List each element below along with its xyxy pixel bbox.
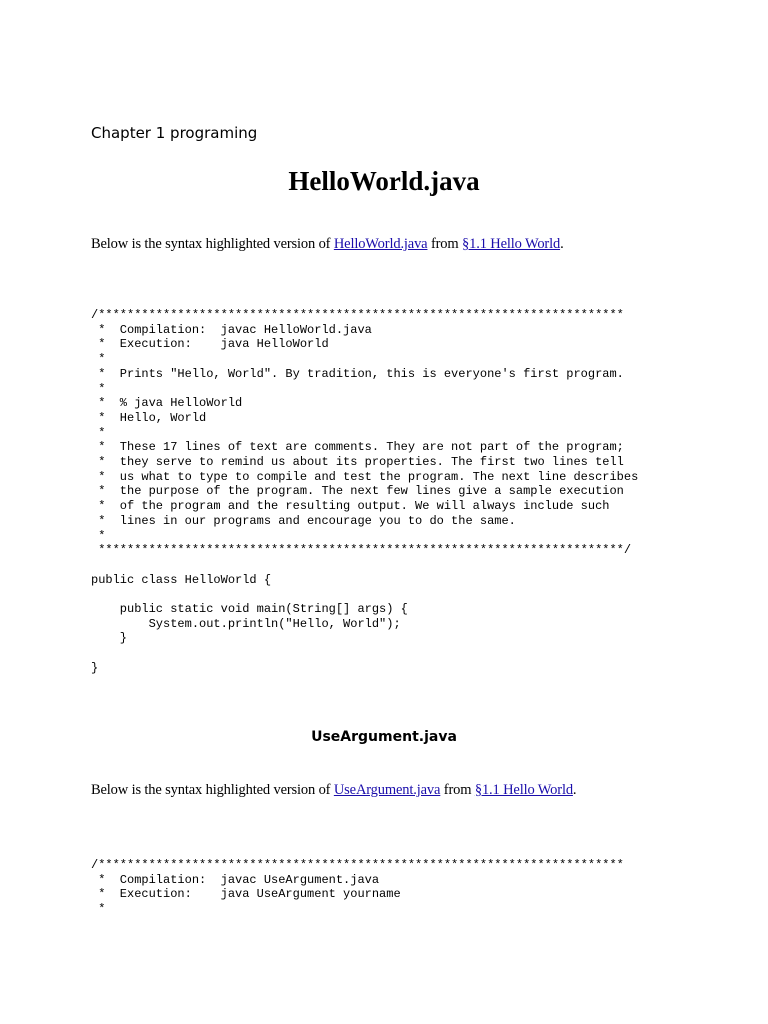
helloworld-code-block: /************************************************************************* * Compilation: javac HelloWorld.java * Execution: java HelloWorld * * Prints "Hello, World". By tradition, this is everyone's first program. * * % java HelloWorld * Hello, World * * These 17 lines of text are comments. They are not part of the program; * they serve to remind us about its properties. The first two lines tell * us what to type to compile and test the program. The next line describes * the purpose of the program. The next few lines give a sample execution * of the program and the resulting output. We will always include such * lines in our programs and encourage you to do the same. * *************************************************************************/ public class HelloWorld { public static void main(String[] args) { System.out.println("Hello, World"); } } (91, 308, 639, 675)
intro-text-prefix: Below is the syntax highlighted version of (91, 236, 334, 252)
intro-text-suffix: . (572, 782, 577, 798)
hello-world-section-link[interactable]: §1.1 Hello World (462, 236, 561, 252)
intro-text-middle: from (427, 236, 463, 252)
useargument-title: UseArgument.java (311, 729, 457, 745)
chapter-heading: Chapter 1 programing (91, 124, 258, 142)
helloworld-java-link[interactable]: HelloWorld.java (333, 236, 428, 252)
intro-text-prefix: Below is the syntax highlighted version of (91, 782, 334, 798)
hello-world-section-link[interactable]: §1.1 Hello World (474, 782, 573, 798)
helloworld-intro (91, 236, 564, 253)
useargument-intro (91, 782, 576, 799)
useargument-code-block: /************************************************************************* * Compilation: javac UseArgument.java * Execution: java UseArgument yourname * (91, 858, 624, 917)
helloworld-title: HelloWorld.java (288, 166, 480, 196)
intro-text-middle: from (440, 782, 475, 798)
useargument-java-link[interactable]: UseArgument.java (333, 782, 441, 798)
intro-text-suffix: . (560, 236, 564, 252)
